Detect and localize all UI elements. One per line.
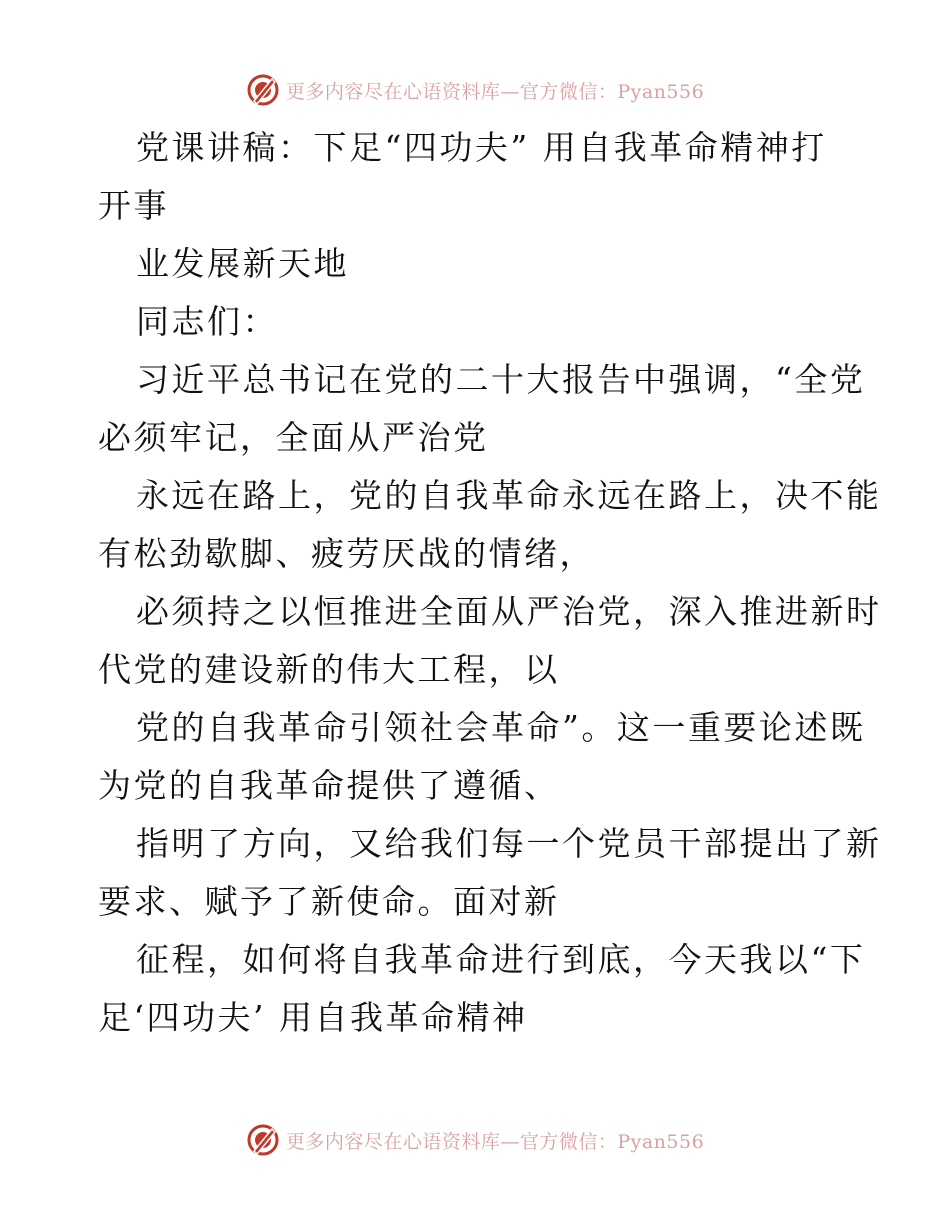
text-line: 为党的自我革命提供了遵循、 <box>98 766 560 805</box>
watermark-text: 更多内容尽在心语资料库—官方微信：Pyan556 <box>285 80 705 103</box>
pen-logo-icon <box>246 1123 280 1157</box>
text-line: 必须牢记，全面从严治党 <box>98 418 489 457</box>
text-line: 有松劲歇脚、疲劳厌战的情绪， <box>98 534 595 573</box>
text-line: 足‘四功夫’ 用自我革命精神 <box>98 998 528 1037</box>
text-line: 业发展新天地 <box>136 244 349 283</box>
text-line: 永远在路上，党的自我革命永远在路上，决不能 <box>136 476 882 515</box>
text-line: 要求、赋予了新使命。面对新 <box>98 882 560 921</box>
document-body <box>98 119 882 1047</box>
text-line: 开事 <box>98 186 169 225</box>
text-line: 必须持之以恒推进全面从严治党，深入推进新时 <box>136 592 882 631</box>
text-line: 党课讲稿：下足“四功夫” 用自我革命精神打 <box>136 128 827 167</box>
watermark-text: 更多内容尽在心语资料库—官方微信：Pyan556 <box>285 1130 705 1153</box>
text-line: 党的自我革命引领社会革命”。这一重要论述既 <box>136 708 866 747</box>
text-line: 指明了方向，又给我们每一个党员干部提出了新 <box>136 824 882 863</box>
text-line: 代党的建设新的伟大工程，以 <box>98 650 560 689</box>
header-watermark <box>0 70 950 110</box>
pen-logo-icon <box>246 73 280 107</box>
text-line: 征程，如何将自我革命进行到底，今天我以“下 <box>136 940 866 979</box>
text-line: 同志们： <box>136 302 278 341</box>
text-line: 习近平总书记在党的二十大报告中强调，“全党 <box>136 360 866 399</box>
footer-watermark <box>0 1120 950 1160</box>
